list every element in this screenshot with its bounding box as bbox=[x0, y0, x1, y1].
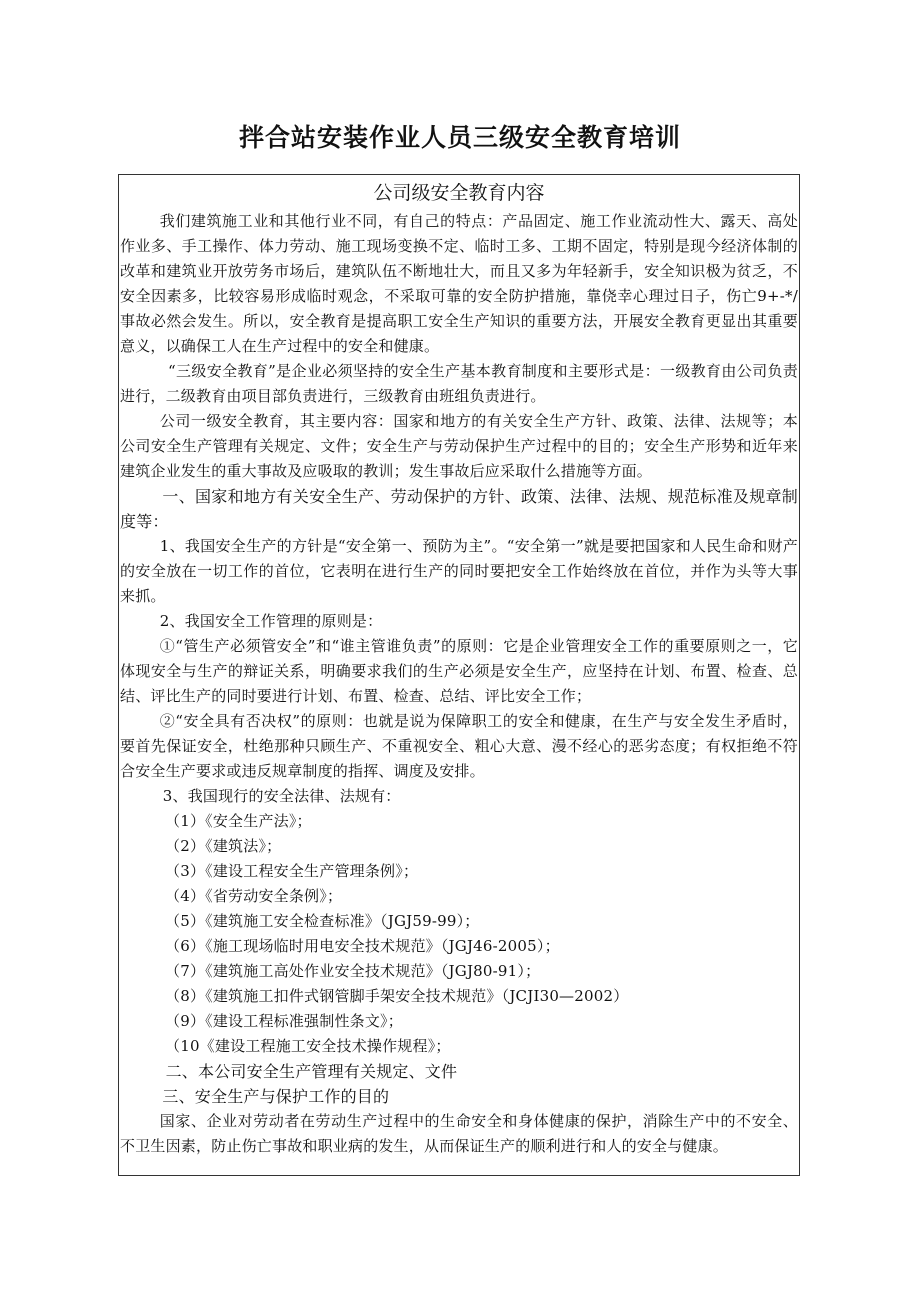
content-body bbox=[119, 209, 799, 1159]
section-1-heading: 一、国家和地方有关安全生产、劳动保护的方针、政策、法律、法规、规范标准及规章制度等： bbox=[120, 487, 798, 531]
document-title: 拌合站安装作业人员三级安全教育培训 bbox=[238, 123, 681, 152]
law-item: （8）《建筑施工扣件式钢管脚手架安全技术规范》（JCJI30—2002） bbox=[165, 987, 629, 1005]
principle-2: ②“安全具有否决权”的原则：也就是说为保障职工的安全和健康，在生产与安全发生矛盾时，要首先保证安全，杜绝那种只顾生产、不重视安全、粗心大意、漫不经心的恶劣态度；有权拒绝不符合安全生产要求或违反规章制度的指挥、调度及安排。 bbox=[120, 712, 798, 780]
section-2-heading: 二、本公司安全生产管理有关规定、文件 bbox=[165, 1062, 458, 1081]
closing-paragraph: 国家、企业对劳动者在劳动生产过程中的生命安全和身体健康的保护，消除生产中的不安全、不卫生因素，防止伤亡事故和职业病的发生，从而保证生产的顺利进行和人的安全与健康。 bbox=[120, 1112, 798, 1155]
principle-1: ①“管生产必须管安全”和“谁主管谁负责”的原则：它是企业管理安全工作的重要原则之一，它体现安全与生产的辩证关系，明确要求我们的生产必须是安全生产，应坚持在计划、布置、检查、总结、评比生产的同时要进行计划、布置、检查、总结、评比安全工作； bbox=[120, 637, 798, 705]
box-heading: 公司级安全教育内容 bbox=[373, 182, 545, 204]
law-item: （5）《建筑施工安全检查标准》（JGJ59-99）； bbox=[165, 912, 480, 930]
law-item: （4）《省劳动安全条例》； bbox=[165, 887, 343, 905]
law-item: （9）《建设工程标准强制性条文》； bbox=[165, 1012, 403, 1030]
section-3-heading: 三、安全生产与保护工作的目的 bbox=[162, 1087, 390, 1106]
content-box bbox=[118, 174, 800, 1176]
principle-heading: 2、我国安全工作管理的原则是： bbox=[159, 612, 383, 630]
law-item: （7）《建筑施工高处作业安全技术规范》（JGJ80-91）； bbox=[165, 962, 541, 980]
intro-paragraph: 我们建筑施工业和其他行业不同，有自己的特点：产品固定、施工作业流动性大、露天、高处作业多、手工操作、体力劳动、施工现场变换不定、临时工多、工期不固定，特别是现今经济体制的改革和建筑业开放劳务市场后，建筑队伍不断地壮大，而且又多为年轻新手，安全知识极为贫乏，不安全因素多，比较容易形成临时观念，不采取可靠的安全防护措施，靠侥幸心理过日子，伤亡9+-*/事故必然会发生。所以，安全教育是提高职工安全生产知识的重要方法，开展安全教育更显出其重要意义，以确保工人在生产过程中的安全和健康。 bbox=[120, 212, 798, 355]
law-item: （1）《安全生产法》； bbox=[165, 812, 312, 830]
law-item: （2）《建筑法》； bbox=[165, 837, 282, 855]
policy-paragraph: 1、我国安全生产的方针是“安全第一、预防为主”。“安全第一”就是要把国家和人民生命和财产的安全放在一切工作的首位，它表明在进行生产的同时要把安全工作始终放在首位，并作为头等大事来抓。 bbox=[120, 537, 798, 605]
laws-heading: 3、我国现行的安全法律、法规有： bbox=[162, 787, 401, 805]
law-item: （3）《建设工程安全生产管理条例》； bbox=[165, 862, 419, 880]
company-level-paragraph: 公司一级安全教育，其主要内容：国家和地方的有关安全生产方针、政策、法律、法规等；本公司安全生产管理有关规定、文件；安全生产与劳动保护生产过程中的目的；安全生产形势和近年来建筑企业发生的重大事故及应吸取的教训；发生事故后应采取什么措施等方面。 bbox=[120, 412, 798, 480]
law-item: （6）《施工现场临时用电安全技术规范》（JGJ46-2005）； bbox=[165, 937, 560, 955]
law-item: （10《建设工程施工安全技术操作规程》； bbox=[165, 1037, 451, 1055]
three-level-paragraph: “三级安全教育”是企业必须坚持的安全生产基本教育制度和主要形式是：一级教育由公司负责进行，二级教育由项目部负责进行，三级教育由班组负责进行。 bbox=[120, 362, 798, 405]
